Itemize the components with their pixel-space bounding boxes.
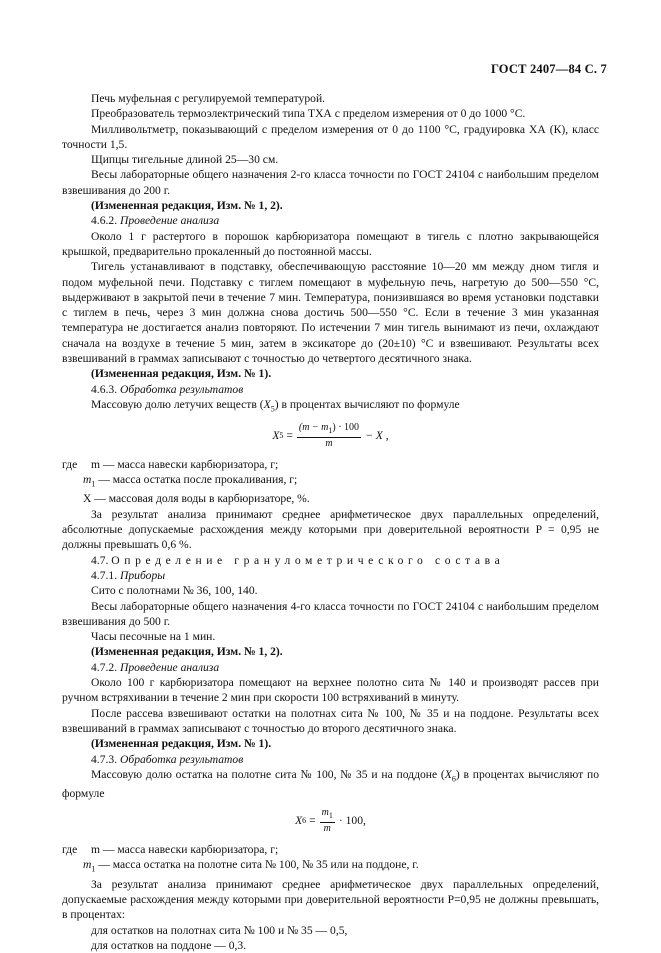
formula-volatile: X 5 = $\frac{(m - m_1) \cdot 100}{m}$ − X , [272, 421, 389, 449]
paragraph: для остатков на поддоне — 0,3. [91, 938, 247, 952]
paragraph: Милливольтметр, показывающий с пределом измерения от 0 до 1100 °С, градуировка ХА (К), класс точности 1,5. [62, 122, 599, 151]
section-heading-4-6-3: 4.6.3. Обработка результатов [91, 382, 244, 396]
fraction: $\frac{(m - m_1) \cdot 100}{m}$ [298, 421, 360, 449]
paragraph: Преобразователь термоэлектрический типа ТХА с пределом измерения от 0 до 1000 °С. [91, 107, 526, 121]
section-heading-4-7-2: 4.7.2. Проведение анализа [91, 660, 220, 674]
paragraph: За результат анализа принимают среднее арифметическое двух параллельных определений, абсолютные допускаемые расхождения между которыми при доверительной вероятности P = 0,95 не должны превышать 0,6 %. [62, 507, 599, 552]
amendment-note: (Измененная редакция, Изм. № 1, 2). [91, 645, 283, 659]
amendment-note: (Измененная редакция, Изм. № 1, 2). [91, 199, 283, 213]
amendment-note: (Измененная редакция, Изм. № 1). [91, 737, 272, 751]
paragraph: Сито с полотнами № 36, 100, 140. [91, 584, 258, 598]
section-heading-4-7-1: 4.7.1. Приборы [91, 568, 166, 582]
paragraph: Щипцы тигельные длиной 25—30 см. [91, 153, 279, 167]
formula-residue: X 6 = $\frac{m_1}{m}$ · 100, [295, 806, 366, 834]
where-line: где m — масса навески карбюризатора, г; [62, 842, 279, 856]
fraction: $\frac{m_1}{m}$ [321, 806, 333, 834]
paragraph: Весы лабораторные общего назначения 2-го класса точности по ГОСТ 24104 с наибольшим пределом взвешивания до 200 г. [62, 168, 599, 197]
paragraph: для остатков на полотнах сита № 100 и № 35 — 0,5, [91, 923, 348, 937]
paragraph: Массовую долю остатка на полотне сита № 100, № 35 и на поддоне $(X_6)$ в процентах вычисляют по формуле [62, 767, 599, 801]
section-heading-4-6-2: 4.6.2. Проведение анализа [91, 214, 220, 228]
section-heading-4-7: 4.7. Определение гранулометрического состава [91, 553, 505, 567]
amendment-note: (Измененная редакция, Изм. № 1). [91, 367, 272, 381]
paragraph: Весы лабораторные общего назначения 4-го класса точности по ГОСТ 24104 с наибольшим пределом взвешивания до 500 г. [62, 599, 599, 628]
paragraph: За результат анализа принимают среднее арифметическое двух параллельных определений, допускаемые расхождения между которыми при доверительной вероятности P=0,95 не должны превышать, в процентах: [62, 877, 599, 922]
paragraph: Печь муфельная с регулируемой температурой. [91, 92, 326, 105]
paragraph: После рассева взвешивают остатки на полотнах сита № 100, № 35 и на поддоне. Результаты всех взвешиваний в граммах записывают с точностью до второго десятичного знака. [62, 706, 599, 735]
paragraph: Массовую долю летучих веществ $(X_5)$ в процентах вычисляют по формуле [91, 397, 460, 414]
paragraph: Тигель устанавливают в подставку, обеспечивающую расстояние 10—20 мм между дном тигля и подом муфельной печи. Подставку с тиглем помещают в муфельную печь, нагретую до 500—550 °С, выдерживают в закрытой печи в течение 7 мин. Температура, понизившаяся во время установки подставки с тиглем в печь, через 3 мин должна снова достичь 500—550 °С. Если в течение 3 мин указанная температура не достигается анализ повторяют. По истечении 7 мин тигель вынимают из печи, охлаждают сначала на воздухе в течение 5 мин, затем в эксикаторе до (20±10) °С и взвешивают. Результаты всех взвешиваний в граммах записывают с точностью до четвертого десятичного знака. [62, 260, 599, 366]
section-heading-4-7-3: 4.7.3. Обработка результатов [91, 752, 244, 766]
page-header: ГОСТ 2407—84 С. 7 [490, 62, 607, 76]
definition-line: $m_1$ — масса остатка на полотне сита № 100, № 35 или на поддоне, г. [83, 858, 419, 874]
definition-line: $m_1$ — масса остатка после прокаливания, г; [83, 472, 298, 489]
paragraph: Около 100 г карбюризатора помещают на верхнее полотно сита № 140 и производят рассев при ручном встряхивании в течение 2 мин при скорости 100 встряхиваний в минуту. [62, 676, 599, 705]
paragraph: Часы песочные на 1 мин. [91, 630, 216, 644]
document-body [62, 91, 599, 953]
paragraph: Около 1 г растертого в порошок карбюризатора помещают в тигель с плотно закрывающейся крышкой, предварительно прокаленный до постоянной массы. [62, 229, 599, 258]
where-line: где m — масса навески карбюризатора, г; [62, 457, 279, 471]
definition-line: X — массовая доля воды в карбюризаторе, %. [83, 492, 310, 506]
